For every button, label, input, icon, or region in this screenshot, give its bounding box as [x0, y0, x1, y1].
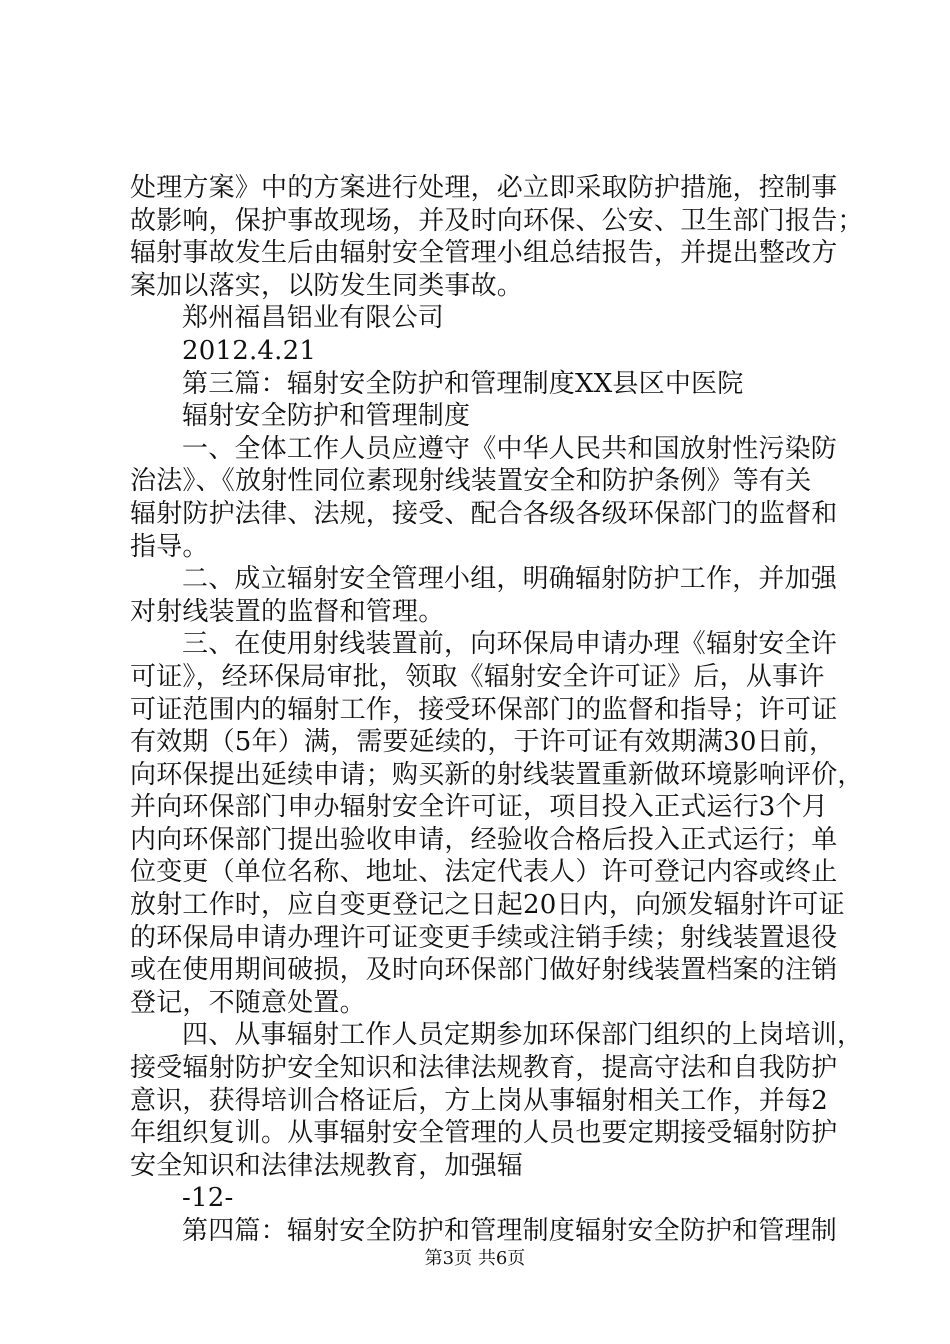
text-line: 登记，不随意处置。 — [130, 987, 366, 1018]
text-line: 位变更（单位名称、地址、法定代表人）许可登记内容或终止 — [130, 857, 838, 888]
text-line: 第四篇：辐射安全防护和管理制度辐射安全防护和管理制 — [182, 1216, 838, 1246]
text-line: 可证》，经环保局审批，领取《辐射安全许可证》后，从事许 — [130, 661, 825, 692]
text-line: 放射工作时，应自变更登记之日起20日内，向颁发辐射许可证 — [130, 890, 845, 921]
text-line: 二、成立辐射安全管理小组，明确辐射防护工作，并加强 — [182, 564, 838, 595]
text-line: 内向环保部门提出验收申请，经验收合格后投入正式运行；单 — [130, 824, 838, 855]
text-line: -12- — [182, 1183, 234, 1214]
text-line: 向环保提出延续申请；购买新的射线装置重新做环境影响评价， — [130, 759, 864, 790]
text-line: 治法》、《放射性同位素现射线装置安全和防护条例》等有关 — [130, 466, 812, 497]
text-line: 故影响，保护事故现场，并及时向环保、公安、卫生部门报告； — [130, 205, 864, 236]
text-line: 安全知识和法律法规教育，加强辐 — [130, 1150, 524, 1181]
text-line: 指导。 — [130, 531, 209, 562]
text-line: 或在使用期间破损，及时向环保部门做好射线装置档案的注销 — [130, 955, 838, 986]
text-line: 四、从事辐射工作人员定期参加环保部门组织的上岗培训， — [182, 1020, 864, 1051]
text-line: 2012.4.21 — [182, 335, 317, 366]
text-line: 一、全体工作人员应遵守《中华人民共和国放射性污染防 — [182, 433, 838, 464]
text-line: 辐射防护法律、法规，接受、配合各级各级环保部门的监督和 — [130, 498, 838, 529]
text-line: 的环保局申请办理许可证变更手续或注销手续；射线装置退役 — [130, 922, 838, 953]
text-line: 并向环保部门申办辐射安全许可证，项目投入正式运行3个月 — [130, 792, 828, 823]
text-line: 意识，获得培训合格证后，方上岗从事辐射相关工作，并每2 — [130, 1085, 828, 1116]
text-line: 三、在使用射线装置前，向环保局申请办理《辐射安全许 — [182, 629, 838, 660]
text-line: 处理方案》中的方案进行处理，必立即采取防护措施，控制事 — [130, 173, 838, 203]
text-line: 对射线装置的监督和管理。 — [130, 596, 445, 627]
document-body — [130, 172, 864, 1248]
text-line: 郑州福昌铝业有限公司 — [182, 303, 445, 334]
page-footer: 第3页 共6页 — [424, 1248, 526, 1269]
text-line: 有效期（5年）满，需要延续的，于许可证有效期满30日前， — [130, 727, 836, 758]
text-line: 辐射事故发生后由辐射安全管理小组总结报告，并提出整改方 — [130, 238, 838, 269]
text-line: 辐射安全防护和管理制度 — [182, 401, 471, 432]
text-line: 案加以落实，以防发生同类事故。 — [130, 270, 524, 301]
text-line: 第三篇：辐射安全防护和管理制度XX县区中医院 — [182, 368, 744, 399]
text-line: 年组织复训。从事辐射安全管理的人员也要定期接受辐射防护 — [130, 1118, 838, 1149]
text-line: 接受辐射防护安全知识和法律法规教育，提高守法和自我防护 — [130, 1053, 838, 1084]
text-line: 可证范围内的辐射工作，接受环保部门的监督和指导；许可证 — [130, 694, 838, 725]
